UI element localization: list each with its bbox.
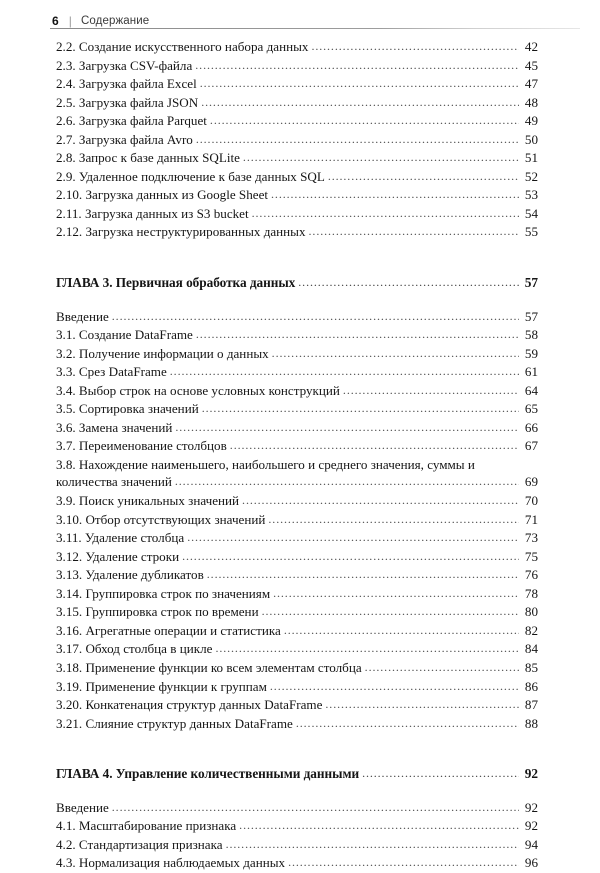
- dot-leader: [309, 223, 519, 241]
- toc-entry[interactable]: [56, 326, 538, 345]
- dot-leader: [196, 326, 519, 344]
- toc-page-number: 94: [524, 836, 538, 852]
- toc-entry-label: 3.7. Переименование столбцов: [56, 438, 227, 454]
- toc-entry-label: 2.7. Загрузка файла Avro: [56, 131, 193, 147]
- toc-entry-label-line-1: 3.8. Нахождение наименьшего, наибольшего и среднего значения, суммы и: [56, 456, 475, 472]
- toc-entry[interactable]: [56, 678, 538, 697]
- toc-entry-label: 2.12. Загрузка неструктурированных данных: [56, 224, 306, 240]
- toc-entry-label: 3.16. Агрегатные операции и статистика: [56, 622, 281, 638]
- dot-leader: [296, 715, 519, 733]
- toc-page-number: 42: [524, 39, 538, 54]
- toc-entry-label: 3.11. Удаление столбца: [56, 530, 185, 546]
- dot-leader: [215, 640, 519, 658]
- toc-entry[interactable]: [56, 308, 538, 327]
- toc-entry[interactable]: [56, 75, 538, 94]
- toc-entry[interactable]: [56, 149, 538, 168]
- toc-entry-label: 3.20. Конкатенация структур данных DataFrame: [56, 697, 323, 713]
- header-separator: |: [68, 14, 72, 28]
- table-of-contents: [56, 38, 538, 873]
- dot-leader: [284, 622, 519, 640]
- dot-leader: [343, 382, 519, 400]
- dot-leader: [325, 696, 519, 714]
- dot-leader: [182, 548, 519, 566]
- toc-entry[interactable]: [56, 38, 538, 57]
- toc-page-number: 92: [524, 766, 538, 782]
- toc-entry-label: 3.4. Выбор строк на основе условных конструкций: [56, 382, 340, 398]
- toc-page-number: 61: [524, 364, 538, 380]
- toc-entry[interactable]: [56, 640, 538, 659]
- header-title: Содержание: [81, 15, 150, 27]
- dot-leader: [298, 274, 519, 292]
- toc-entry[interactable]: [56, 57, 538, 76]
- toc-entry-wrapped[interactable]: [56, 456, 538, 492]
- toc-entry[interactable]: [56, 94, 538, 113]
- toc-page-number: 85: [524, 659, 538, 675]
- toc-page-number: 54: [524, 205, 538, 221]
- toc-page-number: 48: [524, 94, 538, 110]
- dot-leader: [311, 38, 519, 56]
- dot-leader: [210, 112, 519, 130]
- toc-entry[interactable]: [56, 659, 538, 678]
- toc-entry-label-line-2: количества значений: [56, 474, 172, 490]
- toc-entry[interactable]: [56, 622, 538, 641]
- dot-leader: [170, 363, 519, 381]
- dot-leader: [262, 603, 519, 621]
- toc-entry-label: 2.5. Загрузка файла JSON: [56, 94, 199, 110]
- toc-page-number: 50: [524, 131, 538, 147]
- toc-entry-label: 2.8. Запрос к базе данных SQLite: [56, 150, 240, 166]
- toc-entry[interactable]: [56, 382, 538, 401]
- toc-page-number: 70: [524, 493, 538, 509]
- toc-page-number: 66: [524, 419, 538, 435]
- dot-leader: [230, 437, 519, 455]
- dot-leader: [271, 186, 519, 204]
- toc-entry[interactable]: [56, 112, 538, 131]
- toc-page-number: 59: [524, 345, 538, 361]
- toc-page-number: 84: [524, 641, 538, 657]
- toc-entry-label: 3.12. Удаление строки: [56, 548, 180, 564]
- toc-entry-label: 2.11. Загрузка данных из S3 bucket: [56, 205, 249, 221]
- dot-leader: [202, 400, 519, 418]
- header-divider-rule: [50, 28, 580, 29]
- toc-chapter-heading[interactable]: [56, 274, 538, 293]
- toc-page-number: 92: [524, 818, 538, 834]
- dot-leader: [175, 473, 519, 491]
- toc-entry[interactable]: [56, 186, 538, 205]
- toc-entry-label: 3.21. Слияние структур данных DataFrame: [56, 715, 293, 731]
- toc-page-number: 76: [524, 567, 538, 583]
- toc-entry-label: 3.13. Удаление дубликатов: [56, 567, 204, 583]
- toc-entry-label: 3.19. Применение функции к группам: [56, 678, 267, 694]
- toc-page-number: 88: [524, 715, 538, 731]
- toc-entry-label: 3.2. Получение информации о данных: [56, 345, 269, 361]
- toc-entry[interactable]: [56, 363, 538, 382]
- toc-page-number: 92: [524, 799, 538, 815]
- dot-leader: [328, 168, 519, 186]
- dot-leader: [270, 678, 519, 696]
- toc-page-number: 75: [524, 548, 538, 564]
- toc-entry-label: 3.3. Срез DataFrame: [56, 364, 167, 380]
- toc-entry-label: 3.5. Сортировка значений: [56, 401, 199, 417]
- toc-entry-label: 3.15. Группировка строк по времени: [56, 604, 259, 620]
- toc-entry-label: 2.9. Удаленное подключение к базе данных SQL: [56, 168, 325, 184]
- toc-page-number: 47: [524, 76, 538, 92]
- toc-page-number: 64: [524, 382, 538, 398]
- toc-entry[interactable]: [56, 836, 538, 855]
- toc-page-number: 57: [524, 275, 538, 291]
- toc-entry[interactable]: [56, 419, 538, 438]
- toc-page-number: 96: [524, 855, 538, 871]
- toc-entry[interactable]: [56, 585, 538, 604]
- toc-chapter-label: ГЛАВА 3. Первичная обработка данных: [56, 275, 296, 291]
- toc-entry-label: 4.1. Масштабирование признака: [56, 818, 237, 834]
- toc-page-number: 86: [524, 678, 538, 694]
- toc-page-number: 51: [524, 150, 538, 166]
- toc-page-number: 58: [524, 327, 538, 343]
- toc-group-chapter-2-continued: [56, 38, 538, 242]
- toc-entry-label: 3.18. Применение функции ко всем элементам столбца: [56, 659, 362, 675]
- toc-entry[interactable]: [56, 548, 538, 567]
- toc-entry-label: 3.10. Отбор отсутствующих значений: [56, 511, 266, 527]
- toc-entry[interactable]: [56, 799, 538, 818]
- dot-leader: [365, 659, 519, 677]
- toc-group-chapter-4: [56, 765, 538, 873]
- toc-entry-label: 2.2. Создание искусственного набора данных: [56, 39, 309, 54]
- dot-leader: [200, 75, 519, 93]
- toc-entry[interactable]: [56, 168, 538, 187]
- toc-page-number: 55: [524, 224, 538, 240]
- dot-leader: [201, 94, 519, 112]
- toc-page-number: 82: [524, 622, 538, 638]
- dot-leader: [243, 149, 519, 167]
- toc-group-chapter-3: [56, 274, 538, 733]
- toc-entry[interactable]: [56, 437, 538, 456]
- toc-entry[interactable]: [56, 492, 538, 511]
- toc-entry[interactable]: [56, 566, 538, 585]
- toc-page-number: 73: [524, 530, 538, 546]
- toc-entry[interactable]: [56, 529, 538, 548]
- dot-leader: [272, 345, 519, 363]
- toc-page-number: 57: [524, 308, 538, 324]
- toc-entry[interactable]: [56, 400, 538, 419]
- dot-leader: [175, 419, 519, 437]
- toc-page-number: 67: [524, 438, 538, 454]
- toc-entry[interactable]: [56, 131, 538, 150]
- dot-leader: [273, 585, 519, 603]
- toc-entry-label: 3.9. Поиск уникальных значений: [56, 493, 240, 509]
- toc-page-number: 69: [524, 474, 538, 490]
- toc-entry-label: 2.3. Загрузка CSV-файла: [56, 57, 193, 73]
- toc-entry-label: 3.6. Замена значений: [56, 419, 173, 435]
- toc-entry-line-2: [56, 473, 538, 492]
- toc-entry-label: 2.4. Загрузка файла Excel: [56, 76, 197, 92]
- dot-leader: [288, 854, 519, 872]
- dot-leader: [112, 799, 519, 817]
- toc-page-number: 78: [524, 585, 538, 601]
- toc-page-number: 53: [524, 187, 538, 203]
- toc-entry-label: 3.14. Группировка строк по значениям: [56, 585, 271, 601]
- dot-leader: [196, 131, 519, 149]
- toc-entry-label: 3.17. Обход столбца в цикле: [56, 641, 213, 657]
- toc-entry-label: Введение: [56, 308, 109, 324]
- toc-entry[interactable]: [56, 205, 538, 224]
- toc-page-number: 45: [524, 57, 538, 73]
- toc-entry[interactable]: [56, 511, 538, 530]
- toc-entry[interactable]: [56, 817, 538, 836]
- toc-entry[interactable]: [56, 345, 538, 364]
- toc-entry[interactable]: [56, 854, 538, 873]
- toc-entry-label: 3.1. Создание DataFrame: [56, 327, 193, 343]
- toc-entry[interactable]: [56, 603, 538, 622]
- toc-entry[interactable]: [56, 223, 538, 242]
- toc-entry[interactable]: [56, 715, 538, 734]
- dot-leader: [362, 765, 519, 783]
- toc-page-number: 71: [524, 511, 538, 527]
- toc-entry-label: Введение: [56, 799, 109, 815]
- toc-entry-label: 2.10. Загрузка данных из Google Sheet: [56, 187, 269, 203]
- toc-entry-label: 4.2. Стандартизация признака: [56, 836, 223, 852]
- dot-leader: [207, 566, 519, 584]
- toc-chapter-heading[interactable]: [56, 765, 538, 784]
- dot-leader: [239, 817, 519, 835]
- dot-leader: [187, 529, 519, 547]
- dot-leader: [252, 205, 519, 223]
- dot-leader: [112, 308, 519, 326]
- toc-entry-label: 4.3. Нормализация наблюдаемых данных: [56, 855, 286, 871]
- toc-page-number: 65: [524, 401, 538, 417]
- toc-entry-label: 2.6. Загрузка файла Parquet: [56, 113, 207, 129]
- page-folio-number: 6: [52, 14, 59, 28]
- toc-page-number: 80: [524, 604, 538, 620]
- toc-entry[interactable]: [56, 696, 538, 715]
- toc-chapter-label: ГЛАВА 4. Управление количественными данными: [56, 766, 360, 782]
- dot-leader: [268, 511, 519, 529]
- toc-page-number: 52: [524, 168, 538, 184]
- dot-leader: [226, 836, 519, 854]
- dot-leader: [242, 492, 519, 510]
- dot-leader: [195, 57, 519, 75]
- toc-page-number: 49: [524, 113, 538, 129]
- toc-page-number: 87: [524, 697, 538, 713]
